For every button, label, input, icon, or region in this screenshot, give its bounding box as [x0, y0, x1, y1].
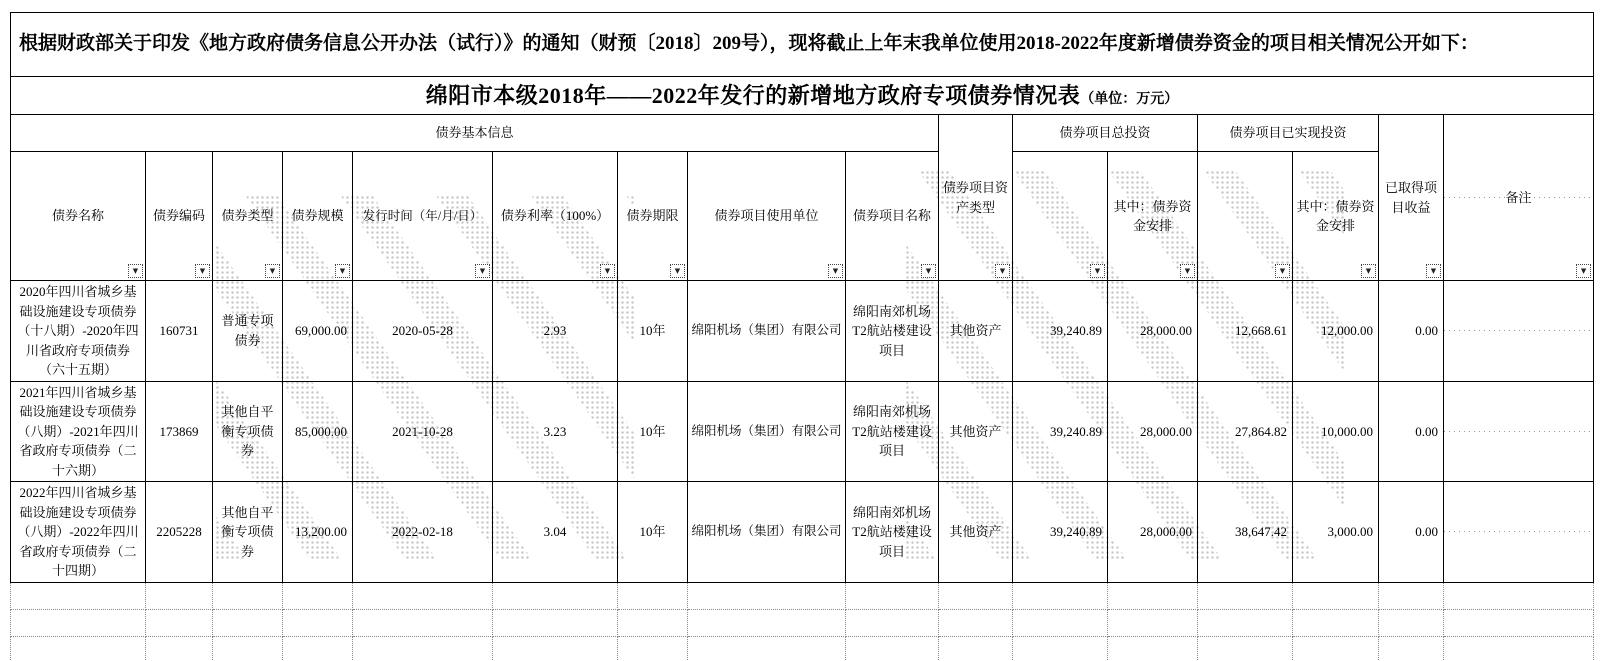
- empty-cell: [283, 636, 353, 661]
- empty-cell: [146, 636, 213, 661]
- filter-dropdown-icon[interactable]: ▼: [1426, 264, 1441, 278]
- column-header-project-name: [846, 152, 939, 281]
- empty-cell: [11, 609, 146, 636]
- empty-cell: [1108, 636, 1198, 661]
- cell-realized-investment: 12,668.61: [1198, 281, 1293, 382]
- notice-text: 根据财政部关于印发《地方政府债务信息公开办法（试行）》的通知（财预〔2018〕209号），现将截止上年末我单位使用2018-2022年度新增债券资金的项目相关情况公开如下：: [11, 13, 1594, 77]
- title-row: [11, 77, 1594, 115]
- column-header-label: 备注: [1505, 189, 1532, 205]
- filter-dropdown-icon[interactable]: ▼: [1090, 264, 1105, 278]
- empty-cell: [1444, 609, 1594, 636]
- empty-cell: [1013, 582, 1108, 609]
- cell-issue-date: 2020-05-28: [353, 281, 493, 382]
- column-header-label: 债券规模: [291, 208, 344, 224]
- empty-cell: [146, 582, 213, 609]
- cell-term: 10年: [618, 281, 688, 382]
- empty-cell: [283, 609, 353, 636]
- group-header-total-investment: 债券项目总投资: [1013, 115, 1198, 152]
- cell-total-bond-arranged: 28,000.00: [1108, 482, 1198, 583]
- cell-total-investment: 39,240.89: [1013, 281, 1108, 382]
- column-header-label: 发行时间（年/月/日）: [362, 208, 483, 223]
- cell-bond-code: 160731: [146, 281, 213, 382]
- header-column-row: [11, 152, 1594, 281]
- empty-row: [11, 609, 1594, 636]
- cell-user-unit: 绵阳机场（集团）有限公司: [688, 482, 846, 583]
- empty-cell: [1444, 582, 1594, 609]
- cell-asset-type: 其他资产: [939, 281, 1013, 382]
- column-header-bond-scale: [283, 152, 353, 281]
- empty-cell: [1379, 582, 1444, 609]
- cell-realized-bond-arranged: 3,000.00: [1293, 482, 1379, 583]
- filter-dropdown-icon[interactable]: ▼: [128, 264, 143, 278]
- column-header-bond-type: [213, 152, 283, 281]
- column-header-label: 其中：债券资金安排: [1113, 198, 1192, 233]
- cell-project-name: 绵阳南郊机场T2航站楼建设项目: [846, 281, 939, 382]
- column-header-term: [618, 152, 688, 281]
- empty-cell: [353, 609, 493, 636]
- cell-issue-date: 2021-10-28: [353, 381, 493, 482]
- empty-cell: [688, 636, 846, 661]
- empty-cell: [283, 582, 353, 609]
- cell-bond-code: 173869: [146, 381, 213, 482]
- filter-dropdown-icon[interactable]: ▼: [1180, 264, 1195, 278]
- empty-cell: [939, 636, 1013, 661]
- table-title-unit: （单位：万元）: [1080, 92, 1179, 107]
- table-title: 绵阳市本级2018年——2022年发行的新增地方政府专项债券情况表: [425, 83, 1081, 108]
- header-group-row: [11, 115, 1594, 152]
- column-header-total-bond-arranged: [1108, 152, 1198, 281]
- filter-dropdown-icon[interactable]: ▼: [921, 264, 936, 278]
- empty-row: [11, 582, 1594, 609]
- column-header-label: 其中：债券资金安排: [1296, 198, 1375, 233]
- column-header-label: 债券类型: [221, 208, 274, 224]
- empty-cell: [1198, 636, 1293, 661]
- empty-cell: [1379, 636, 1444, 661]
- cell-project-name: 绵阳南郊机场T2航站楼建设项目: [846, 482, 939, 583]
- column-header-total-investment-amount: [1013, 152, 1108, 281]
- column-header-remark: [1444, 115, 1594, 281]
- empty-cell: [1444, 636, 1594, 661]
- empty-cell: [939, 609, 1013, 636]
- page-title: [11, 77, 1594, 115]
- cell-bond-name: 2021年四川省城乡基础设施建设专项债券（八期）-2021年四川省政府专项债券（二十六期）: [11, 381, 146, 482]
- cell-user-unit: 绵阳机场（集团）有限公司: [688, 281, 846, 382]
- empty-cell: [618, 609, 688, 636]
- cell-bond-scale: 13,200.00: [283, 482, 353, 583]
- filter-dropdown-icon[interactable]: ▼: [1361, 264, 1376, 278]
- empty-cell: [213, 636, 283, 661]
- empty-cell: [1013, 636, 1108, 661]
- filter-dropdown-icon[interactable]: ▼: [600, 264, 615, 278]
- cell-income: 0.00: [1379, 381, 1444, 482]
- filter-dropdown-icon[interactable]: ▼: [475, 264, 490, 278]
- cell-realized-investment: 38,647.42: [1198, 482, 1293, 583]
- empty-cell: [618, 636, 688, 661]
- empty-cell: [1293, 582, 1379, 609]
- column-header-realized-investment-amount: [1198, 152, 1293, 281]
- empty-cell: [146, 609, 213, 636]
- filter-dropdown-icon[interactable]: ▼: [670, 264, 685, 278]
- empty-cell: [846, 609, 939, 636]
- filter-dropdown-icon[interactable]: ▼: [828, 264, 843, 278]
- cell-rate: 3.04: [493, 482, 618, 583]
- filter-dropdown-icon[interactable]: ▼: [265, 264, 280, 278]
- empty-cell: [1293, 609, 1379, 636]
- cell-total-investment: 39,240.89: [1013, 482, 1108, 583]
- bond-disclosure-table: [10, 12, 1594, 661]
- column-header-issue-date: [353, 152, 493, 281]
- column-header-income: [1379, 115, 1444, 281]
- cell-term: 10年: [618, 381, 688, 482]
- cell-issue-date: 2022-02-18: [353, 482, 493, 583]
- column-header-label: 债券利率（100%）: [500, 208, 610, 224]
- table-row: [11, 381, 1594, 482]
- cell-bond-name: 2020年四川省城乡基础设施建设专项债券（十八期）-2020年四川省政府专项债券（六十五期）: [11, 281, 146, 382]
- cell-bond-type: 普通专项债券: [213, 281, 283, 382]
- empty-cell: [213, 609, 283, 636]
- column-header-label: 债券编码: [152, 208, 205, 224]
- cell-bond-type: 其他自平衡专项债券: [213, 482, 283, 583]
- empty-cell: [939, 582, 1013, 609]
- column-header-user-unit: [688, 152, 846, 281]
- empty-cell: [11, 636, 146, 661]
- column-header-label: 债券项目使用单位: [714, 208, 819, 224]
- cell-bond-scale: 85,000.00: [283, 381, 353, 482]
- empty-cell: [1013, 609, 1108, 636]
- filter-dropdown-icon[interactable]: ▼: [195, 264, 210, 278]
- cell-realized-bond-arranged: 12,000.00: [1293, 281, 1379, 382]
- column-header-realized-bond-arranged: [1293, 152, 1379, 281]
- column-header-label: 债券项目名称: [852, 208, 931, 224]
- group-header-realized-investment: 债券项目已实现投资: [1198, 115, 1379, 152]
- empty-cell: [1198, 582, 1293, 609]
- column-header-asset-type: [939, 115, 1013, 281]
- cell-remark: [1444, 381, 1594, 482]
- column-header-label: 债券项目资产类型: [942, 180, 1008, 215]
- filter-dropdown-icon[interactable]: ▼: [995, 264, 1010, 278]
- filter-dropdown-icon[interactable]: ▼: [1576, 264, 1591, 278]
- filter-dropdown-icon[interactable]: ▼: [335, 264, 350, 278]
- group-header-basic-info: 债券基本信息: [11, 115, 939, 152]
- empty-row: [11, 636, 1594, 661]
- column-header-label: 已取得项目收益: [1384, 180, 1437, 215]
- column-header-label: 债券期限: [626, 208, 679, 224]
- cell-remark: [1444, 482, 1594, 583]
- cell-income: 0.00: [1379, 482, 1444, 583]
- cell-rate: 3.23: [493, 381, 618, 482]
- cell-bond-code: 2205228: [146, 482, 213, 583]
- notice-row: [11, 13, 1594, 77]
- empty-cell: [846, 582, 939, 609]
- cell-rate: 2.93: [493, 281, 618, 382]
- empty-cell: [353, 636, 493, 661]
- empty-cell: [213, 582, 283, 609]
- empty-cell: [493, 636, 618, 661]
- column-header-bond-code: [146, 152, 213, 281]
- cell-bond-scale: 69,000.00: [283, 281, 353, 382]
- empty-cell: [493, 609, 618, 636]
- empty-cell: [353, 582, 493, 609]
- cell-bond-type: 其他自平衡专项债券: [213, 381, 283, 482]
- cell-total-bond-arranged: 28,000.00: [1108, 281, 1198, 382]
- empty-cell: [493, 582, 618, 609]
- cell-bond-name: 2022年四川省城乡基础设施建设专项债券（八期）-2022年四川省政府专项债券（二十四期）: [11, 482, 146, 583]
- empty-cell: [1108, 582, 1198, 609]
- empty-cell: [1198, 609, 1293, 636]
- empty-cell: [846, 636, 939, 661]
- empty-cell: [1293, 636, 1379, 661]
- cell-term: 10年: [618, 482, 688, 583]
- cell-project-name: 绵阳南郊机场T2航站楼建设项目: [846, 381, 939, 482]
- empty-cell: [1108, 609, 1198, 636]
- cell-asset-type: 其他资产: [939, 381, 1013, 482]
- column-header-rate: [493, 152, 618, 281]
- empty-cell: [688, 609, 846, 636]
- column-header-label: 债券名称: [51, 208, 104, 224]
- cell-remark: [1444, 281, 1594, 382]
- cell-user-unit: 绵阳机场（集团）有限公司: [688, 381, 846, 482]
- filter-dropdown-icon[interactable]: ▼: [1275, 264, 1290, 278]
- empty-cell: [1379, 609, 1444, 636]
- column-header-bond-name: [11, 152, 146, 281]
- cell-realized-investment: 27,864.82: [1198, 381, 1293, 482]
- cell-income: 0.00: [1379, 281, 1444, 382]
- empty-cell: [618, 582, 688, 609]
- table-row: [11, 482, 1594, 583]
- cell-total-bond-arranged: 28,000.00: [1108, 381, 1198, 482]
- table-row: [11, 281, 1594, 382]
- cell-total-investment: 39,240.89: [1013, 381, 1108, 482]
- empty-cell: [11, 582, 146, 609]
- cell-realized-bond-arranged: 10,000.00: [1293, 381, 1379, 482]
- cell-asset-type: 其他资产: [939, 482, 1013, 583]
- empty-cell: [688, 582, 846, 609]
